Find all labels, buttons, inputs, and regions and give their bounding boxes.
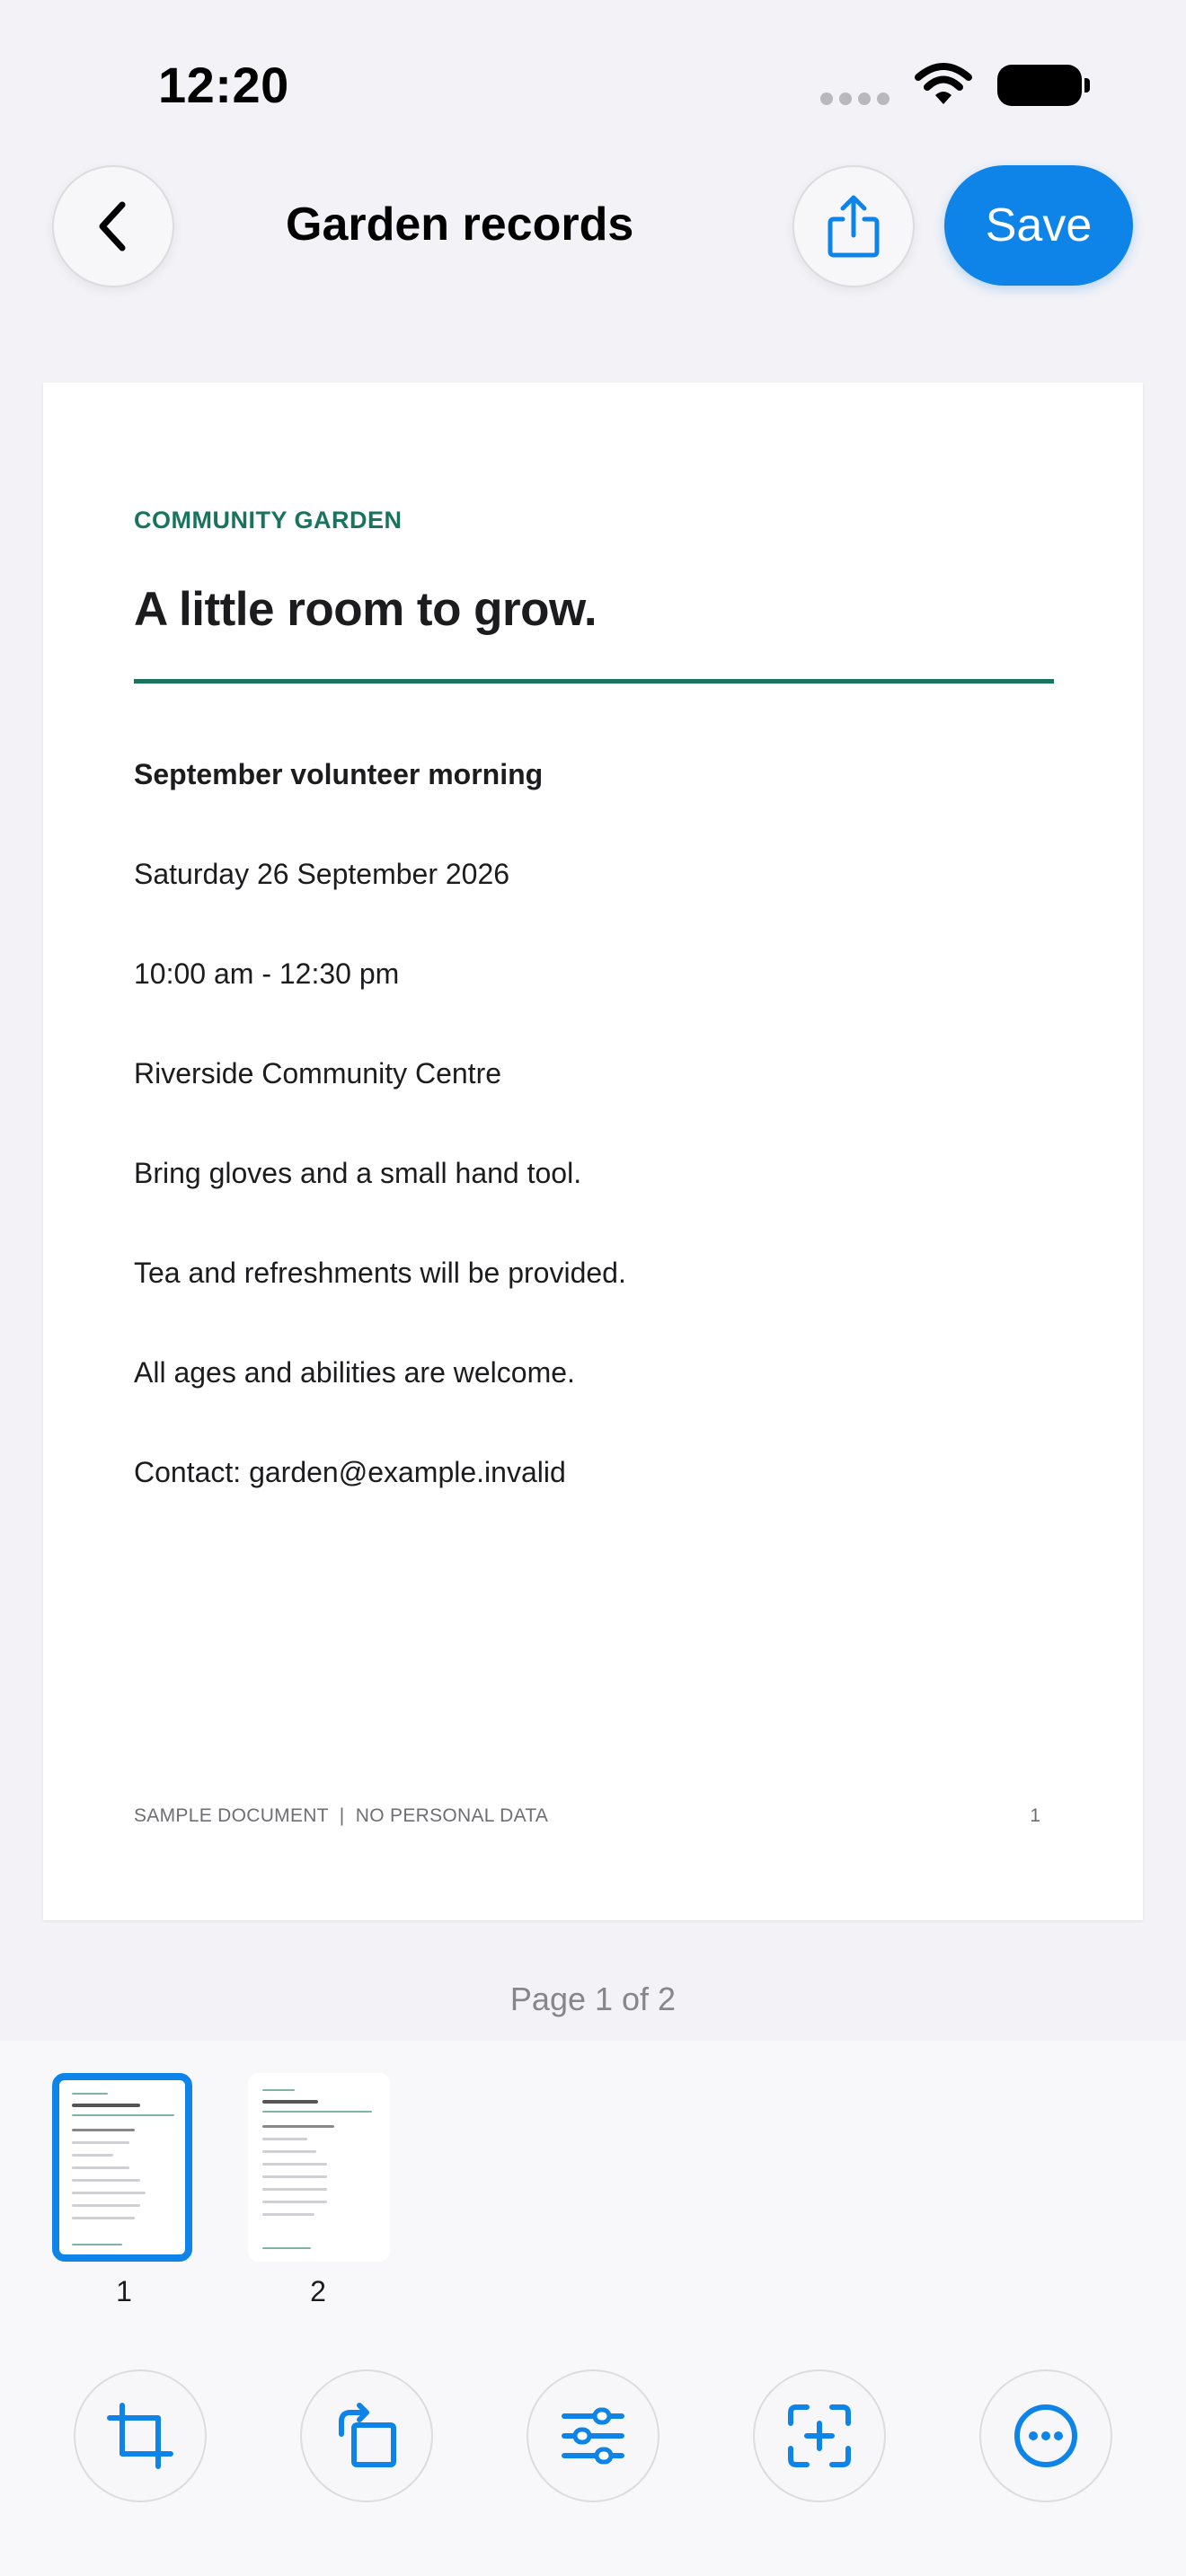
event-time: 10:00 am - 12:30 pm [134, 957, 400, 990]
event-title: September volunteer morning [134, 758, 544, 790]
document-footer: SAMPLE DOCUMENT | NO PERSONAL DATA [134, 1805, 549, 1826]
battery-icon [997, 65, 1082, 106]
event-location: Riverside Community Centre [134, 1057, 502, 1090]
rotate-icon [332, 2402, 401, 2470]
status-time: 12:20 [158, 57, 289, 113]
page-thumbnail-1[interactable] [52, 2073, 192, 2262]
page-indicator: Page 1 of 2 [509, 1981, 677, 2017]
rotate-button[interactable] [300, 2369, 433, 2502]
add-scan-button[interactable] [753, 2369, 886, 2502]
event-note: Tea and refreshments will be provided. [134, 1257, 626, 1289]
document-page [43, 383, 1143, 1920]
scan-add-icon [785, 2402, 854, 2470]
thumbnail-label-2: 2 [310, 2275, 326, 2307]
chevron-left-icon [95, 199, 131, 253]
thumbnail-label-1: 1 [116, 2275, 132, 2307]
document-title: A little room to grow. [134, 583, 597, 636]
document-eyebrow: COMMUNITY GARDEN [134, 507, 403, 534]
document-page-number: 1 [1030, 1805, 1040, 1826]
event-contact: Contact: garden@example.invalid [134, 1456, 566, 1488]
share-button[interactable] [792, 165, 915, 287]
share-icon [825, 194, 882, 259]
event-note: All ages and abilities are welcome. [134, 1356, 575, 1389]
status-indicators [820, 63, 1082, 108]
adjust-button[interactable] [527, 2369, 659, 2502]
event-date: Saturday 26 September 2026 [134, 858, 510, 890]
wifi-icon [915, 63, 972, 108]
adjust-icon [559, 2402, 627, 2470]
page-thumbnail-2[interactable] [248, 2073, 390, 2262]
more-icon [1012, 2402, 1080, 2470]
document-body [134, 758, 1032, 1556]
title-divider [134, 679, 1054, 684]
back-button[interactable] [52, 165, 174, 287]
page-title: Garden records [286, 198, 634, 251]
more-button[interactable] [979, 2369, 1112, 2502]
cellular-signal-icon [820, 93, 890, 105]
event-note: Bring gloves and a small hand tool. [134, 1157, 582, 1189]
crop-button[interactable] [74, 2369, 207, 2502]
crop-icon [106, 2402, 174, 2470]
save-button[interactable]: Save [944, 165, 1133, 286]
